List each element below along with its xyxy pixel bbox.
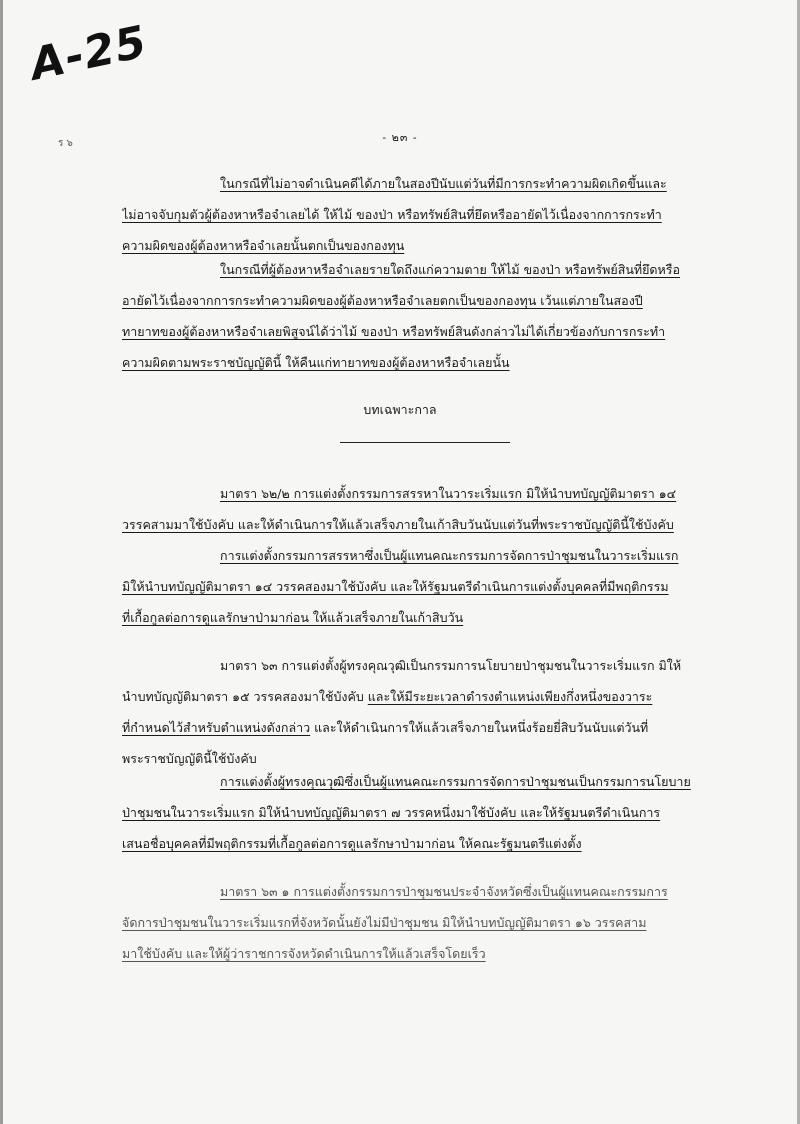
handwritten-stamp: A-25 (25, 16, 152, 91)
paragraph-line: ที่กำหนดไว้สำหรับตำแหน่งดังกล่าว และให้ดำเนินการให้แล้วเสร็จภายในหนึ่งร้อยยี่สิบวันนับแต่วันที่ (122, 720, 649, 735)
paragraph-line: มาใช้บังคับ และให้ผู้ว่าราชการจังหวัดดำเนินการให้แล้วเสร็จโดยเร็ว (122, 946, 486, 961)
paragraph-1 (122, 168, 728, 261)
paragraph-line: พระราชบัญญัตินี้ใช้บังคับ (122, 751, 257, 766)
corner-mark: ร ๖ (58, 138, 73, 149)
paragraph-line: การแต่งตั้งกรรมการสรรหาซึ่งเป็นผู้แทนคณะกรรมการจัดการป่าชุมชนในวาระเริ่มแรก (220, 548, 679, 563)
paragraph-line: มาตรา ๖๓ การแต่งตั้งผู้ทรงคุณวุฒิเป็นกรรมการนโยบายป่าชุมชนในวาระเริ่มแรก มิให้ (220, 658, 682, 673)
paragraph-line: มาตรา ๖๓ ๑ การแต่งตั้งกรรมการป่าชุมชนประจำจังหวัดซึ่งเป็นผู้แทนคณะกรรมการ (220, 884, 668, 899)
section-63-1 (122, 876, 728, 969)
paragraph-line: มิให้นำบทบัญญัติมาตรา ๑๔ วรรคสองมาใช้บังคับ และให้รัฐมนตรีดำเนินการแต่งตั้งบุคคลที่มีพฤติกรรม (122, 579, 669, 594)
paragraph-line: ในกรณีที่ไม่อาจดำเนินคดีได้ภายในสองปีนับแต่วันที่มีการกระทำความผิดเกิดขึ้นและ (220, 176, 667, 191)
page-number: - ๒๓ - (382, 131, 418, 144)
paragraph-line: วรรคสามมาใช้บังคับ และให้ดำเนินการให้แล้วเสร็จภายในเก้าสิบวันนับแต่วันที่พระราชบัญญัตินี้ใช้บังคับ (122, 517, 674, 532)
paragraph-line: ความผิดตามพระราชบัญญัตินี้ ให้คืนแก่ทายาทของผู้ต้องหาหรือจำเลยนั้น (122, 355, 510, 370)
paragraph-line: ไม่อาจจับกุมตัวผู้ต้องหาหรือจำเลยได้ ให้ไม้ ของป่า หรือทรัพย์สินที่ยึดหรืออายัดไว้เนื่องจากการกระทำ (122, 207, 662, 222)
paragraph-line: เสนอชื่อบุคคลที่มีพฤติกรรมที่เกื้อกูลต่อการดูแลรักษาป่ามาก่อน ให้คณะรัฐมนตรีแต่งตั้ง (122, 836, 582, 851)
paragraph-line: ในกรณีที่ผู้ต้องหาหรือจำเลยรายใดถึงแก่ความตาย ให้ไม้ ของป่า หรือทรัพย์สินที่ยึดหรือ (220, 262, 681, 277)
paragraph-line: ความผิดของผู้ต้องหาหรือจำเลยนั้นตกเป็นของกองทุน (122, 238, 405, 253)
paragraph-line: นำบทบัญญัติมาตรา ๑๕ วรรคสองมาใช้บังคับ และให้มีระยะเวลาดำรงตำแหน่งเพียงกึ่งหนึ่งของวาระ (122, 689, 653, 704)
section-62-2 (122, 478, 728, 633)
page-border-left (0, 0, 3, 1124)
paragraph-line: ทายาทของผู้ต้องหาหรือจำเลยพิสูจน์ได้ว่าไม้ ของป่า หรือทรัพย์สินดังกล่าวไม่ได้เกี่ยวข้องกับการกระทำ (122, 324, 666, 339)
section-heading: บทเฉพาะกาล (363, 402, 437, 417)
section-63-paragraph-2 (122, 766, 728, 859)
paragraph-line: การแต่งตั้งผู้ทรงคุณวุฒิซึ่งเป็นผู้แทนคณะกรรมการจัดการป่าชุมชนเป็นกรรมการนโยบาย (220, 774, 691, 789)
paragraph-2 (122, 254, 728, 378)
paragraph-line: ป่าชุมชนในวาระเริ่มแรก มิให้นำบทบัญญัติมาตรา ๗ วรรคหนึ่งมาใช้บังคับ และให้รัฐมนตรีดำเนินการ (122, 805, 661, 820)
paragraph-line: มาตรา ๖๒/๒ การแต่งตั้งกรรมการสรรหาในวาระเริ่มแรก มิให้นำบทบัญญัติมาตรา ๑๔ (220, 486, 677, 501)
section-63 (122, 650, 728, 774)
paragraph-line: จัดการป่าชุมชนในวาระเริ่มแรกที่จังหวัดนั้นยังไม่มีป่าชุมชน มิให้นำบทบัญญัติมาตรา ๑๖ วรรคสาม (122, 915, 647, 930)
paragraph-line: อายัดไว้เนื่องจากการกระทำความผิดของผู้ต้องหาหรือจำเลยตกเป็นของกองทุน เว้นแต่ภายในสองปี (122, 293, 643, 308)
paragraph-line: ที่เกื้อกูลต่อการดูแลรักษาป่ามาก่อน ให้แล้วเสร็จภายในเก้าสิบวัน (122, 610, 464, 625)
heading-rule (340, 442, 510, 443)
